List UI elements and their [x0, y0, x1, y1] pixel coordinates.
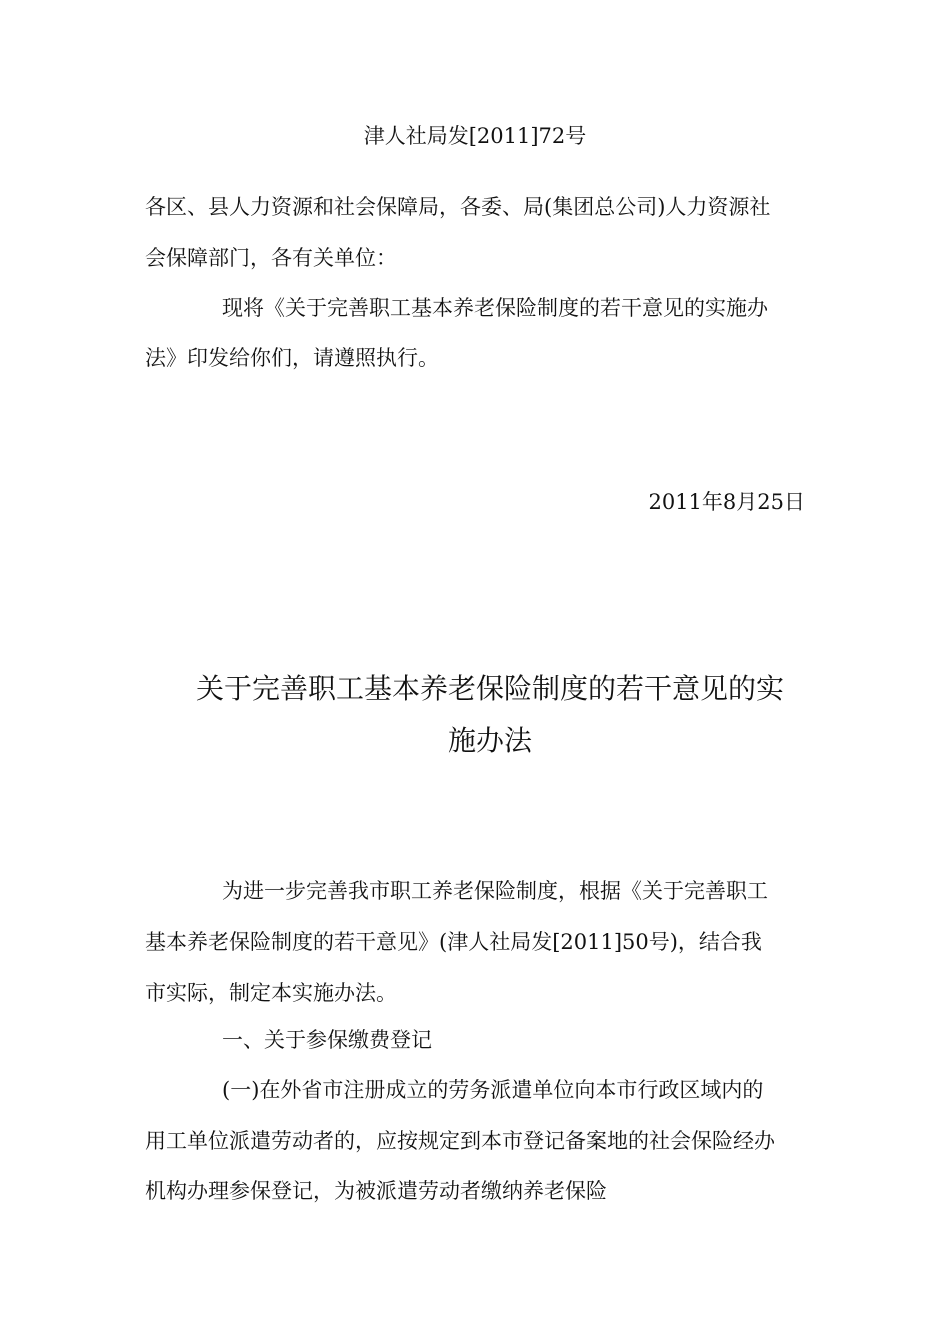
issue-date: 2011年8月25日: [648, 490, 805, 514]
notice-line-2: 法》印发给你们，请遵照执行。: [145, 346, 439, 370]
recipients-line-1: 各区、县人力资源和社会保障局，各委、局(集团总公司)人力资源社: [145, 195, 771, 219]
item-1-line-1: (一)在外省市注册成立的劳务派遣单位向本市行政区域内的: [222, 1078, 764, 1102]
document-title-line-1: 关于完善职工基本养老保险制度的若干意见的实: [195, 672, 784, 705]
intro-line-2: 基本养老保险制度的若干意见》(津人社局发[2011]50号)，结合我: [145, 930, 762, 954]
document-number: 津人社局发[2011]72号: [363, 124, 587, 148]
intro-line-3: 市实际，制定本实施办法。: [145, 981, 397, 1005]
document-title-line-2: 施办法: [447, 724, 532, 757]
notice-line-1: 现将《关于完善职工基本养老保险制度的若干意见的实施办: [222, 296, 768, 320]
section-1-heading: 一、关于参保缴费登记: [222, 1028, 432, 1052]
item-1-line-3: 机构办理参保登记，为被派遣劳动者缴纳养老保险: [145, 1179, 607, 1203]
recipients-line-2: 会保障部门，各有关单位：: [145, 246, 397, 270]
item-1-line-2: 用工单位派遣劳动者的，应按规定到本市登记备案地的社会保险经办: [145, 1129, 775, 1153]
intro-line-1: 为进一步完善我市职工养老保险制度，根据《关于完善职工: [222, 879, 768, 903]
